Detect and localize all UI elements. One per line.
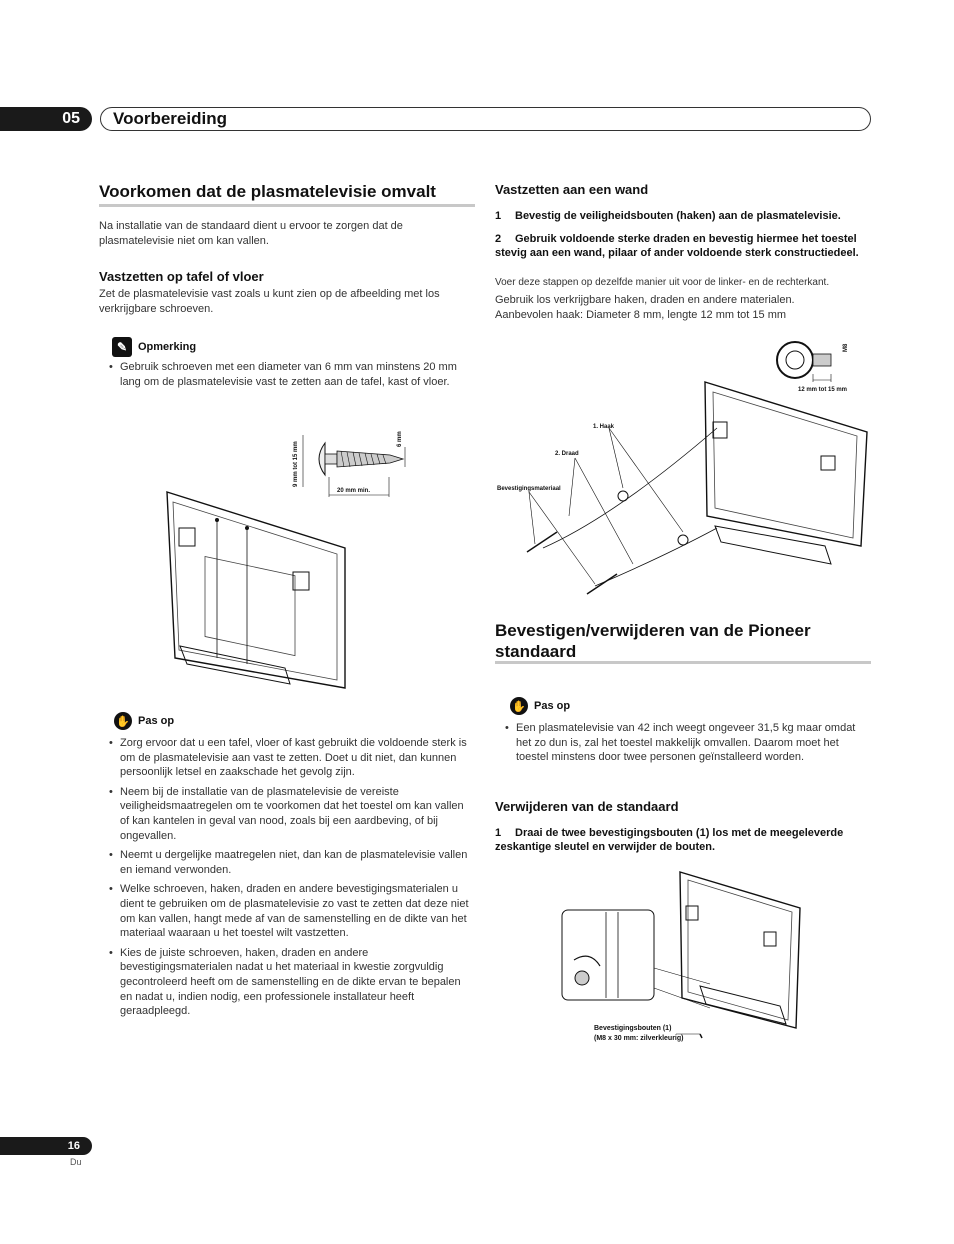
bolt-label-line-1: Bevestigingsbouten (1)	[594, 1025, 672, 1032]
section-heading-pioneer-stand: Bevestigen/verwijderen van de Pioneer standaard	[495, 621, 811, 661]
list-item: • Kies de juiste schroeven, haken, draden en andere bevestigingsmaterialen nadat u het materiaal in kwestie zorgvuldig gecontroleerd heeft om de samenstelling en de dikte ervan te bepalen en nadat u, indien nodig, een professionele installateur heeft geraadpleegd.	[108, 946, 474, 1019]
wall-step-note: Voer deze stappen op dezelfde manier uit voor de linker- en de rechterkant.	[495, 277, 830, 288]
list-item: • Gebruik schroeven met een diameter van 6 mm van minstens 20 mm lang om de plasmatelevisie vast te zetten aan de tafel, kast of vloer.	[108, 360, 474, 389]
subheading-table-floor: Vastzetten op tafel of vloer	[99, 269, 264, 284]
step-number: 2	[495, 233, 502, 245]
list-item: • Neem bij de installatie van de plasmatelevisie de vereiste veiligheidsmaatregelen om te voorkomen dat het toestel om kan vallen of kan kantelen in geval van nood, zoals bij een aardbeving, of bij ongevallen.	[108, 785, 474, 843]
caution-heading-right	[510, 697, 570, 715]
wall-hook-illustration	[495, 336, 875, 606]
language-code: Du	[70, 1157, 82, 1167]
chapter-number-badge	[0, 107, 92, 131]
list-item: • Welke schroeven, haken, draden en andere bevestigingsmaterialen u dient te gebruiken om de plasmatelevisie zo vast te zetten dat deze niet om kan vallen, hangt mede af van de samenstelling en de dikte van het materiaal waaraan u het toestel wilt vastzetten.	[108, 882, 474, 940]
caution-label: Pas op	[138, 715, 175, 727]
caution-heading-left	[114, 712, 174, 730]
page-number-badge	[0, 1137, 92, 1155]
step-text: Draai de twee bevestigingsbouten (1) los met de meegeleverde zeskantige sleutel en verwijder de bouten.	[495, 827, 844, 853]
note-list	[108, 360, 474, 394]
subheading-remove-stand: Verwijderen van de standaard	[495, 799, 679, 814]
draad-label: 2. Draad	[555, 451, 579, 457]
wall-step-text: Gebruik los verkrijgbare haken, draden en andere materialen. Aanbevolen haak: Diameter 8 mm, lengte 12 mm tot 15 mm	[495, 294, 795, 321]
page-number: 16	[67, 1140, 80, 1152]
screw-diameter-label: 6 mm	[397, 431, 403, 447]
material-label: Bevestigingsmateriaal	[497, 486, 561, 492]
haak-label: 1. Haak	[593, 424, 615, 430]
wall-step-2	[495, 232, 871, 260]
caution-label: Pas op	[534, 700, 571, 712]
chapter-title: Voorbereiding	[113, 109, 227, 128]
hook-length-label: 12 mm tot 15 mm	[798, 387, 848, 393]
step-number: 1	[495, 210, 502, 222]
bolt-label-line-2: (M8 x 30 mm: zilverkleurig)	[594, 1035, 684, 1042]
chapter-title-bar	[100, 107, 871, 131]
list-item: • Zorg ervoor dat u een tafel, vloer of kast gebruikt die voldoende sterk is om de plasmatelevisie aan vast te zetten. Doet u dit niet, dan kunnen persoonlijk letsel en zaakschade het gevolg zijn.	[108, 736, 474, 780]
step-text: Gebruik voldoende sterke draden en bevestig hiermee het toestel stevig aan een wand, pilaar of ander voldoende sterk constructiedeel.	[495, 233, 859, 259]
intro-text: Na installatie van de standaard dient u ervoor te zorgen dat de plasmatelevisie niet om kan vallen.	[99, 220, 403, 247]
table-floor-text: Zet de plasmatelevisie vast zoals u kunt zien op de afbeelding met los verkrijgbare schroeven.	[99, 288, 440, 315]
step-number: 1	[495, 827, 502, 839]
caution-list-right	[504, 721, 866, 770]
hook-m8-label: M8	[843, 343, 849, 352]
section-heading-prevent-tipping: Voorkomen dat de plasmatelevisie omvalt	[99, 182, 436, 201]
section-rule	[99, 204, 475, 207]
subheading-wall: Vastzetten aan een wand	[495, 182, 649, 197]
screw-length-label: 9 mm tot 15 mm	[293, 441, 299, 487]
remove-step-1	[495, 826, 855, 854]
section-rule	[495, 661, 871, 664]
hand-caution-icon: ✋	[114, 712, 132, 730]
note-heading	[112, 337, 196, 357]
screw-min-label: 20 mm min.	[337, 488, 371, 494]
note-label: Opmerking	[138, 341, 197, 353]
step-text: Bevestig de veiligheidsbouten (haken) aan de plasmatelevisie.	[515, 210, 841, 222]
tv-back-table-illustration	[165, 488, 350, 688]
list-item: • Neemt u dergelijke maatregelen niet, dan kan de plasmatelevisie vallen en iemand verwonden.	[108, 848, 474, 877]
bolt-label	[594, 1024, 683, 1044]
hand-caution-icon: ✋	[510, 697, 528, 715]
caution-list-left	[108, 736, 474, 1024]
chapter-number: 05	[62, 110, 80, 127]
list-item: • Een plasmatelevisie van 42 inch weegt ongeveer 31,5 kg maar omdat het zo dun is, zal het toestel makkelijk omvallen. Daarom moet het toestel minstens door twee personen geïnstalleerd worden.	[504, 721, 866, 765]
stand-removal-illustration	[560, 868, 805, 1048]
pencil-note-icon: ✎	[112, 337, 132, 357]
wall-step-1	[495, 209, 875, 223]
